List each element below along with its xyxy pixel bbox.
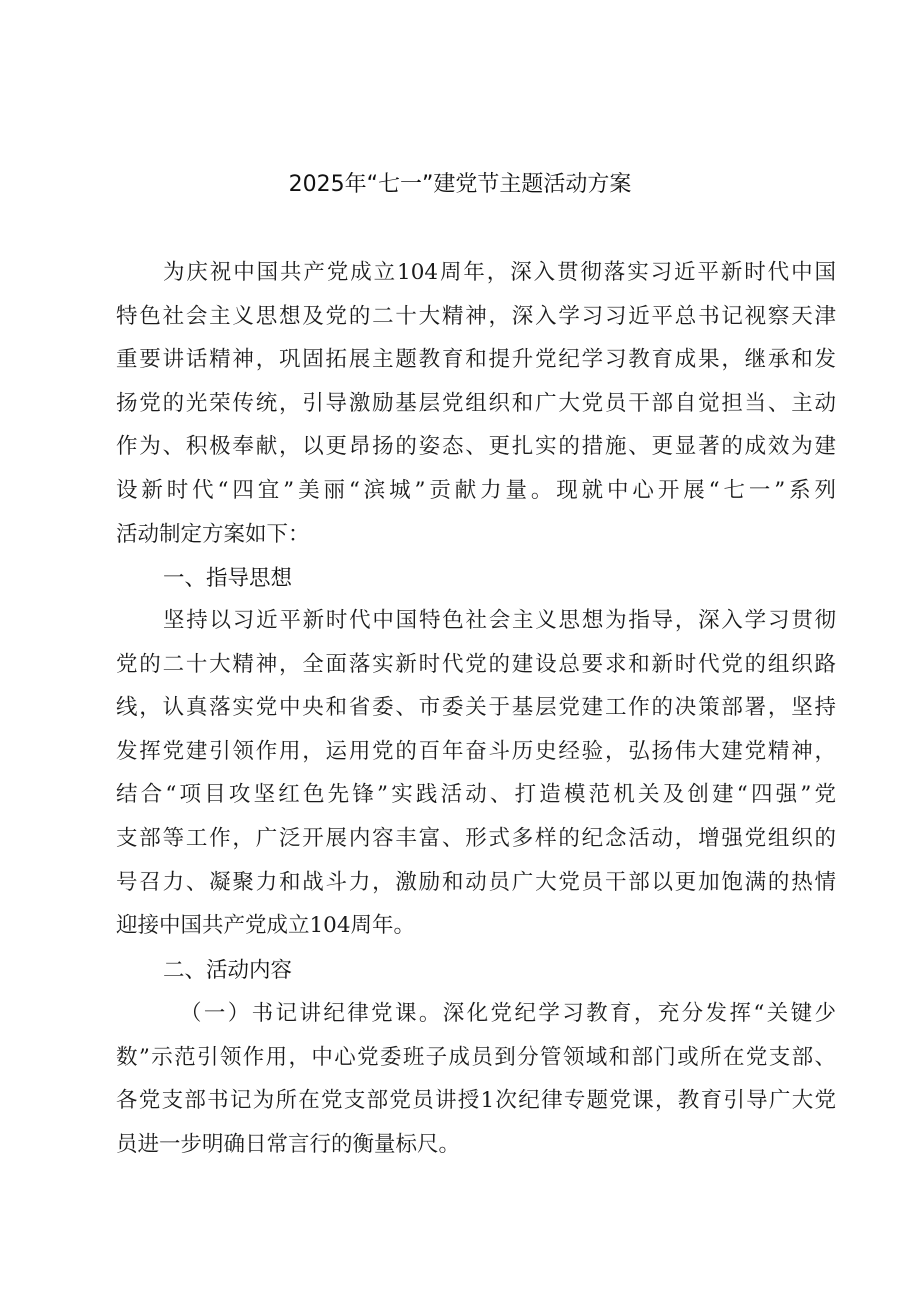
section1-paragraph (116, 599, 836, 948)
section2-line: 各党支部书记为所在党支部党员讲授1次纪律专题党课，教育引导广大党 (116, 1088, 836, 1114)
document-title: 2025年“七一”建党节主题活动方案 (288, 172, 632, 197)
section1-line: 号召力、凝聚力和战斗力，激励和动员广大党员干部以更加饱满的热情 (116, 869, 836, 895)
intro-line: 扬党的光荣传统，引导激励基层党组织和广大党员干部自觉担当、主动 (116, 390, 836, 416)
intro-line: 作为、积极奉献，以更昂扬的姿态、更扎实的措施、更显著的成效为建 (116, 434, 836, 460)
intro-line: 设新时代“四宜”美丽“滨城”贡献力量。现就中心开展“七一”系列 (116, 477, 836, 503)
section1-line: 发挥党建引领作用，运用党的百年奋斗历史经验，弘扬伟大建党精神， (116, 738, 836, 764)
intro-line: 为庆祝中国共产党成立104周年，深入贯彻落实习近平新时代中国 (163, 260, 836, 285)
intro-line: 重要讲话精神，巩固拓展主题教育和提升党纪学习教育成果，继承和发 (116, 347, 836, 373)
section2-paragraph (116, 992, 836, 1166)
section2-line: 数”示范引领作用，中心党委班子成员到分管领域和部门或所在党支部、 (116, 1044, 836, 1070)
intro-line: 特色社会主义思想及党的二十大精神，深入学习习近平总书记视察天津 (116, 303, 836, 329)
section1-line: 迎接中国共产党成立104周年。 (116, 913, 416, 939)
section1-line: 党的二十大精神，全面落实新时代党的建设总要求和新时代党的组织路 (116, 651, 836, 677)
section2-line: （一）书记讲纪律党课。深化党纪学习教育，充分发挥“关键少 (180, 1001, 836, 1026)
section2-line: 员进一步明确日常言行的衡量标尺。 (116, 1131, 461, 1157)
section1-line: 线，认真落实党中央和省委、市委关于基层党建工作的决策部署，坚持 (116, 695, 836, 721)
section-heading-guiding-ideology: 一、指导思想 (163, 566, 293, 591)
section1-line: 支部等工作，广泛开展内容丰富、形式多样的纪念活动，增强党组织的 (116, 825, 836, 851)
section-heading-activities: 二、活动内容 (163, 958, 293, 983)
intro-line: 活动制定方案如下： (116, 521, 310, 547)
intro-paragraph (116, 251, 836, 556)
section1-line: 结合“项目攻坚红色先锋”实践活动、打造模范机关及创建“四强”党 (116, 782, 836, 808)
section1-line: 坚持以习近平新时代中国特色社会主义思想为指导，深入学习贯彻 (163, 608, 836, 633)
